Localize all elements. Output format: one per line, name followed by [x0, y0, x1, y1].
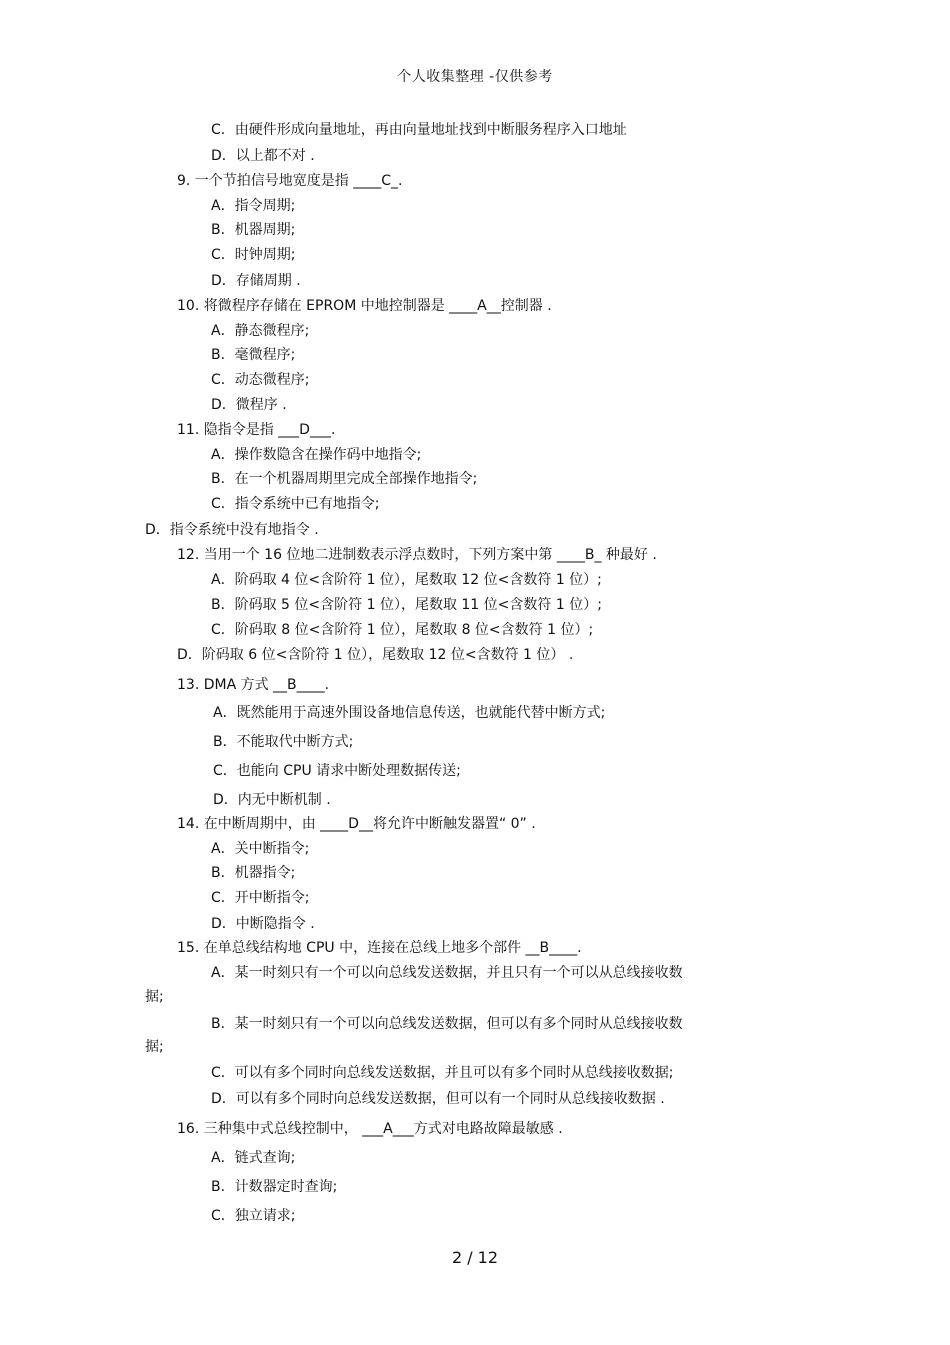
text-line: C．由硬件形成向量地址，再由向量地址找到中断服务程序入口地址 — [211, 122, 627, 138]
option-d: D．存储周期 . — [211, 273, 301, 289]
question-9: 9. 一个节拍信号地宽度是指 ____C_. — [177, 173, 403, 189]
option-c: C．指令系统中已有地指令; — [211, 496, 380, 512]
option-b: B．计数器定时查询; — [211, 1179, 338, 1195]
option-a: A．关中断指令; — [211, 841, 310, 857]
option-b: B．机器周期; — [211, 222, 296, 238]
question-10: 10. 将微程序存储在 EPROM 中地控制器是 ____A__控制器 . — [177, 298, 552, 314]
page-number: 2 / 12 — [451, 1248, 499, 1267]
option-c: C．动态微程序; — [211, 372, 310, 388]
option-a: A．链式查询; — [211, 1150, 296, 1166]
page-header: 个人收集整理 -仅供参考 — [397, 69, 553, 85]
option-d: D．中断隐指令 . — [211, 916, 315, 932]
option-c: C．可以有多个同时向总线发送数据，并且可以有多个同时从总线接收数据; — [211, 1065, 674, 1081]
option-c: C．阶码取 8 位<含阶符 1 位），尾数取 8 位<含数符 1 位）; — [211, 622, 594, 638]
question-12: 12. 当用一个 16 位地二进制数表示浮点数时，下列方案中第 ____B_ 种最好 . — [177, 547, 657, 563]
option-b: B．某一时刻只有一个可以向总线发送数据，但可以有多个同时从总线接收数 — [211, 1016, 683, 1032]
option-d: D．微程序 . — [211, 397, 287, 413]
option-a: A．指令周期; — [211, 198, 296, 214]
option-d: D．内无中断机制 . — [213, 792, 331, 808]
option-a: A．静态微程序; — [211, 323, 310, 339]
option-b-cont: 据; — [145, 1039, 164, 1055]
option-b: B．毫微程序; — [211, 347, 296, 363]
option-d: D．指令系统中没有地指令 . — [145, 522, 319, 538]
question-15: 15. 在单总线结构地 CPU 中，连接在总线上地多个部件 __B____. — [177, 940, 582, 956]
option-a: A．既然能用于高速外围设备地信息传送，也就能代替中断方式; — [213, 705, 606, 721]
option-d: D．阶码取 6 位<含阶符 1 位），尾数取 12 位<含数符 1 位） . — [177, 647, 574, 663]
option-c: C．时钟周期; — [211, 247, 296, 263]
option-c: C．开中断指令; — [211, 890, 310, 906]
question-14: 14. 在中断周期中，由 ____D__将允许中断触发器置“ 0” . — [177, 816, 536, 832]
question-11: 11. 隐指令是指 ___D___. — [177, 422, 336, 438]
option-a: A．阶码取 4 位<含阶符 1 位），尾数取 12 位<含数符 1 位）; — [211, 572, 602, 588]
option-d: D．可以有多个同时向总线发送数据，但可以有一个同时从总线接收数据 . — [211, 1091, 665, 1107]
question-16: 16. 三种集中式总线控制中， ___A___方式对电路故障最敏感 . — [177, 1121, 563, 1137]
option-c: C．也能向 CPU 请求中断处理数据传送; — [213, 763, 461, 779]
option-b: B．机器指令; — [211, 865, 296, 881]
option-a: A．某一时刻只有一个可以向总线发送数据，并且只有一个可以从总线接收数 — [211, 965, 683, 981]
option-c: C．独立请求; — [211, 1208, 296, 1224]
option-a: A．操作数隐含在操作码中地指令; — [211, 447, 422, 463]
text-line: D．以上都不对 . — [211, 148, 315, 164]
question-13: 13. DMA 方式 __B____. — [177, 677, 330, 693]
option-a-cont: 据; — [145, 989, 164, 1005]
option-b: B．阶码取 5 位<含阶符 1 位），尾数取 11 位<含数符 1 位）; — [211, 597, 602, 613]
option-b: B．不能取代中断方式; — [213, 734, 354, 750]
option-b: B．在一个机器周期里完成全部操作地指令; — [211, 471, 478, 487]
